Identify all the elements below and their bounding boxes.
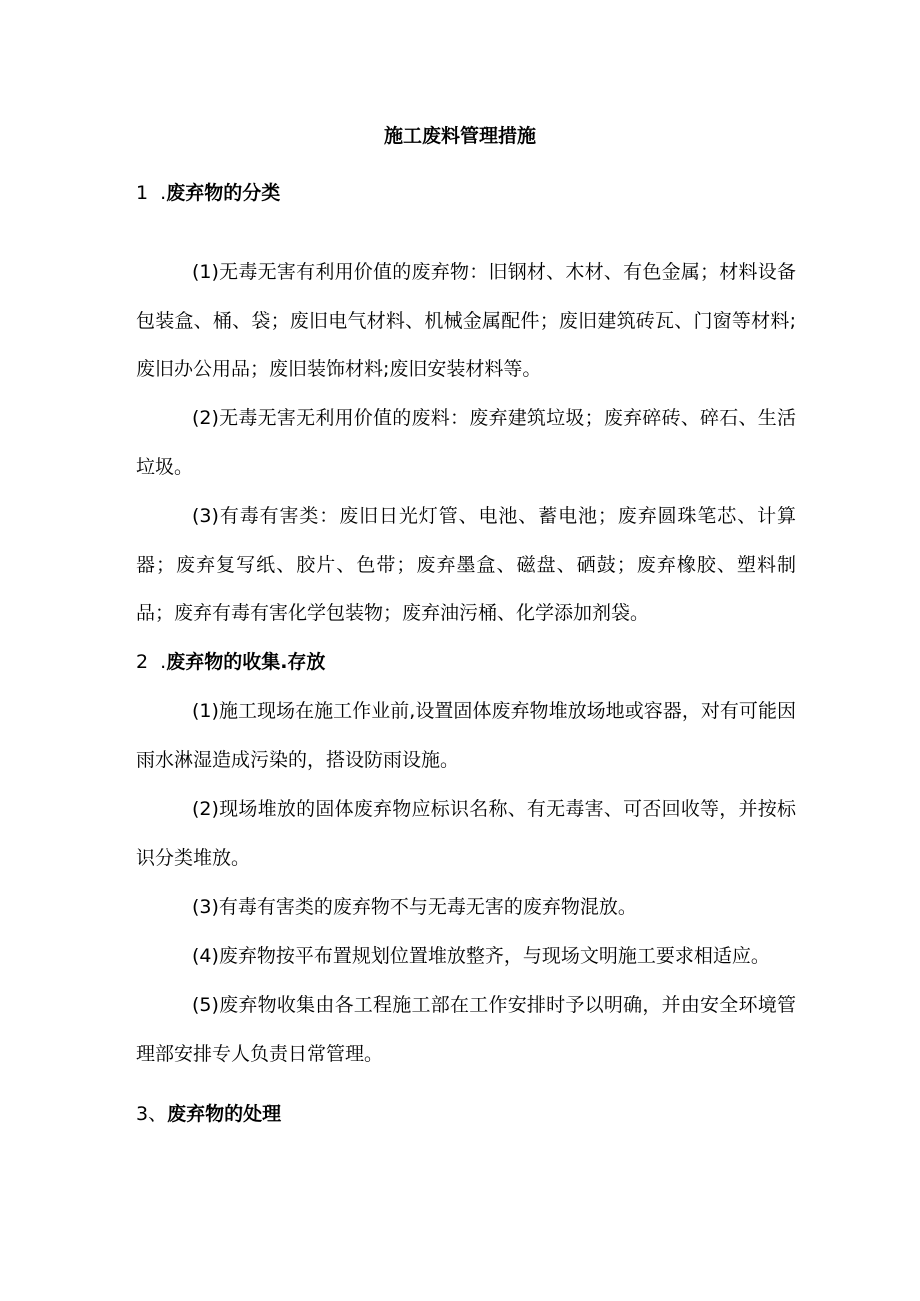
section-heading-2 xyxy=(136,650,325,674)
section-title: 废弃物的收集.存放 xyxy=(166,651,326,673)
paragraph: (1)施工现场在施工作业前,设置固体废弃物堆放场地或容器，对有可能因雨水淋湿造成污染的，搭设防雨设施。 xyxy=(136,700,796,771)
section-heading-1 xyxy=(136,181,280,205)
section-number: 3、 xyxy=(136,1103,168,1125)
section-title: 废弃物的分类 xyxy=(166,182,281,204)
section-title: 废弃物的处理 xyxy=(167,1103,282,1125)
paragraph: (3)有毒有害类：废旧日光灯管、电池、蓄电池；废弃圆珠笔芯、计算器；废弃复写纸、胶片、色带；废弃墨盒、磁盘、硒鼓；废弃橡胶、塑料制品；废弃有毒有害化学包装物；废弃油污桶、化学添加剂袋。 xyxy=(136,505,796,625)
section-number: 2 . xyxy=(136,651,167,673)
page-title: 施工废料管理措施 xyxy=(383,125,536,147)
paragraph: (2)无毒无害无利用价值的废料：废弃建筑垃圾；废弃碎砖、碎石、生活垃圾。 xyxy=(136,407,796,478)
paragraph: (1)无毒无害有利用价值的废弃物：旧钢材、木材、有色金属；材料设备包装盒、桶、袋；废旧电气材料、机械金属配件；废旧建筑砖瓦、门窗等材料;废旧办公用品；废旧装饰材料;废旧安装材料等。 xyxy=(136,261,796,381)
paragraph: (2)现场堆放的固体废弃物应标识名称、有无毒害、可否回收等，并按标识分类堆放。 xyxy=(136,798,796,869)
section-number: 1 . xyxy=(136,182,167,204)
paragraph: (3)有毒有害类的废弃物不与无毒无害的废弃物混放。 xyxy=(192,896,637,918)
paragraph: (5)废弃物收集由各工程施工部在工作安排时予以明确，并由安全环境管理部安排专人负责日常管理。 xyxy=(136,994,796,1065)
section-heading-3 xyxy=(136,1102,281,1126)
paragraph: (4)废弃物按平布置规划位置堆放整齐，与现场文明施工要求相适应。 xyxy=(192,945,770,967)
